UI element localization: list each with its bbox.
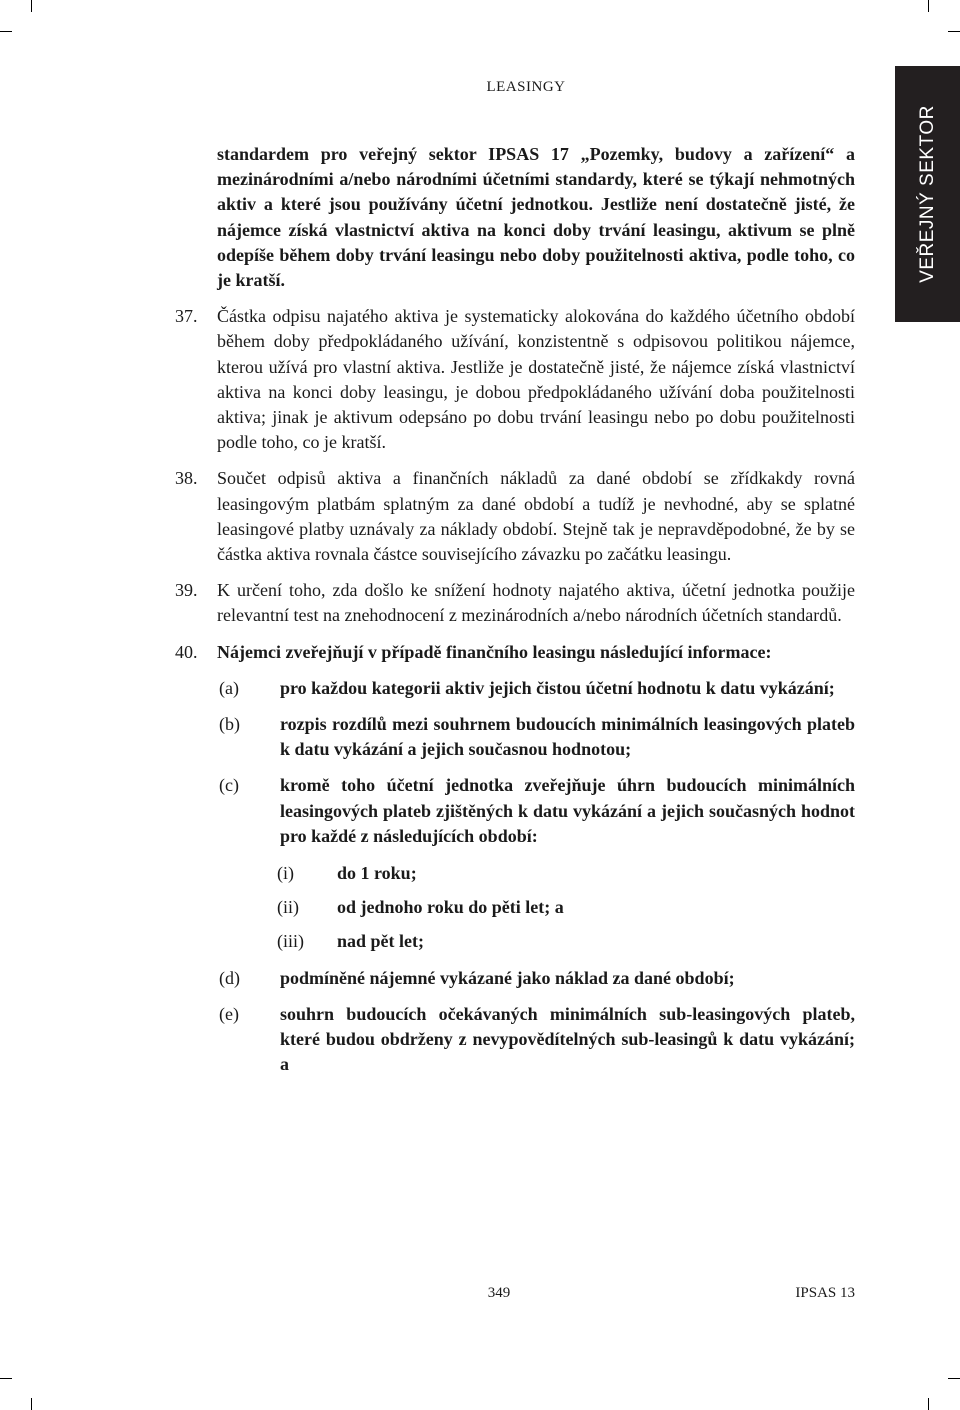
paragraph-number: 38. [175, 468, 198, 489]
sub-item-label: (ii) [277, 897, 299, 918]
crop-mark [948, 1378, 960, 1379]
crop-mark [31, 1398, 32, 1410]
sub-item-label: (iii) [277, 931, 304, 952]
paragraph-text: Nájemci zveřejňují v případě finančního leasingu následující informace: [217, 641, 772, 662]
page-number: 349 [487, 1285, 511, 1301]
list-item-a [175, 676, 855, 701]
paragraph-39 [175, 578, 855, 628]
crop-mark [948, 31, 960, 32]
sub-item-text: do 1 roku; [337, 863, 417, 884]
running-header: LEASINGY [486, 79, 566, 95]
paragraph-text: Součet odpisů aktiva a finančních nákladů za dané období se zřídkakdy rovná leasingovým platbám splatným za dané období a tudíž je nevhodné, aby se splatné leasingové platby uznávaly za náklady období. Stejně tak je nepravděpodobné, že by se částka aktiva rovnala částce souvisejícího závazku po začátku leasingu. [217, 468, 855, 565]
crop-mark [0, 1378, 12, 1379]
sub-item-ii [175, 895, 855, 920]
section-side-tab [895, 66, 960, 322]
item-label: (b) [219, 714, 240, 735]
paragraph-37 [175, 304, 855, 455]
sub-item-iii [175, 929, 855, 954]
paragraph-text: Částka odpisu najatého aktiva je systematicky alokována do každého účetního období během doby předpokládaného užívání, konzistentně s odpisovou politikou nájemce, kterou užívá pro vlastní aktiva. Jestliže je dostatečně jisté, že nájemce získá vlastnictví aktiva na konci doby leasingu, je dobou předpokládaného užívání doba použitelnosti aktiva; jinak je aktivum odepsáno po dobu trvání leasingu nebo po dobu použitelnosti podle toho, co je kratší. [217, 306, 855, 453]
sub-item-text: nad pět let; [337, 931, 424, 952]
paragraph-number: 40. [175, 641, 198, 662]
item-label: (c) [219, 775, 239, 796]
sub-list [175, 861, 855, 955]
sub-item-text: od jednoho roku do pěti let; a [337, 897, 564, 918]
item-text: kromě toho účetní jednotka zveřejňuje úhrn budoucích minimálních leasingových plateb zjištěných k datu vykázání a jejich současných hodnot pro každé z následujících období: [280, 775, 855, 846]
crop-mark [928, 0, 929, 12]
sub-item-label: (i) [277, 863, 294, 884]
footer-standard: IPSAS 13 [795, 1285, 855, 1301]
intro-paragraph: standardem pro veřejný sektor IPSAS 17 „Pozemky, budovy a zařízení“ a mezinárodními a/nebo národními účetními standardy, které se týkají nehmotných aktiv a které jsou používány účetní jednotkou. Jestliže není dostatečně jisté, že nájemce získá vlastnictví aktiva na konci doby trvání leasingu, aktivum se plně odepíše během doby trvání leasingu nebo doby použitelnosti aktiva, podle toho, co je kratší. [217, 144, 855, 291]
side-tab-label: VEŘEJNÝ SEKTOR [916, 105, 938, 283]
item-label: (e) [219, 1003, 239, 1024]
item-text: souhrn budoucích očekávaných minimálních sub-leasingových plateb, které budou obdrženy z nevypovědítelných sub-leasingů k datu vykázání; a [280, 1003, 855, 1075]
crop-mark [928, 1398, 929, 1410]
item-label: (d) [219, 967, 240, 988]
paragraph-40 [175, 640, 855, 665]
crop-mark [31, 0, 32, 12]
sub-item-i [175, 861, 855, 886]
page-body [175, 142, 855, 1078]
paragraph-38 [175, 466, 855, 567]
item-label: (a) [219, 677, 239, 698]
item-text: podmíněné nájemné vykázané jako náklad za dané období; [280, 967, 735, 988]
list-item-b [175, 712, 855, 762]
paragraph-number: 37. [175, 306, 198, 327]
item-text: pro každou kategorii aktiv jejich čistou účetní hodnotu k datu vykázání; [280, 677, 835, 698]
item-text: rozpis rozdílů mezi souhrnem budoucích minimálních leasingových plateb k datu vykázání a jejich současnou hodnotou; [280, 714, 855, 760]
list-item-e [175, 1002, 855, 1078]
list-item-d [175, 966, 855, 991]
paragraph-number: 39. [175, 580, 198, 601]
list-item-c [175, 773, 855, 849]
crop-mark [0, 31, 12, 32]
paragraph-text: K určení toho, zda došlo ke snížení hodnoty najatého aktiva, účetní jednotka použije relevantní test na znehodnocení z mezinárodních a/nebo národních účetních standardů. [217, 580, 855, 626]
